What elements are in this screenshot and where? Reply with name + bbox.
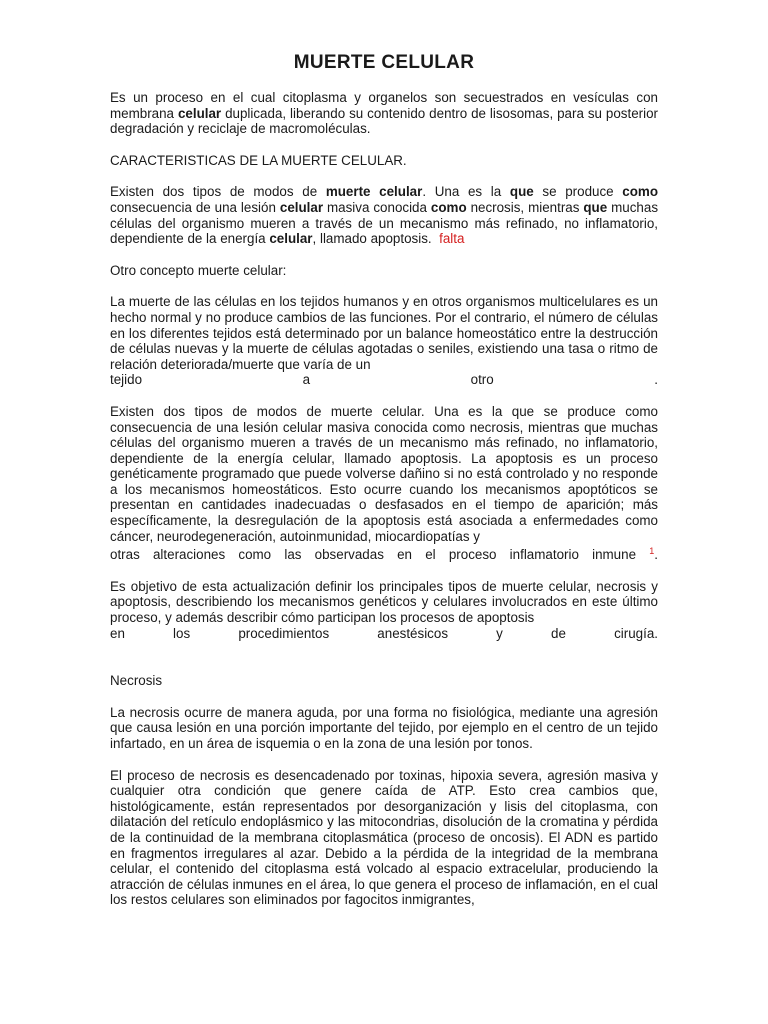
intro-paragraph [110, 90, 658, 137]
objetivo-paragraph: Es objetivo de esta actualización definir los principales tipos de muerte celular, necrosis y apoptosis, describiendo los mecanismos genéticos y celulares involucrados en este último proceso, y además describir cómo participan los procesos de apoptosis [110, 578, 658, 626]
types-text-8: , llamado apoptosis. [312, 231, 432, 247]
types-paragraph [110, 184, 658, 246]
intro-bold-celular: celular [177, 105, 222, 121]
heading-necrosis: Necrosis [110, 673, 163, 689]
types-text-5: masiva conocida [323, 199, 431, 215]
types-bold-6: que [583, 199, 608, 215]
types-text-6: necrosis, mientras [466, 199, 584, 215]
types-bold-1: muerte celular [325, 184, 423, 200]
types-text-3: se produce [533, 184, 623, 200]
falta-annotation: falta [439, 231, 465, 247]
apoptosis-paragraph-last-line [110, 544, 658, 563]
heading-otro-concepto: Otro concepto muerte celular: [110, 262, 287, 278]
heading-caracteristicas: CARACTERISTICAS DE LA MUERTE CELULAR. [110, 152, 407, 168]
intro-text-1: Es un proceso en el cual citoplasma y organelos son secuestrados en vesículas con membrana [110, 90, 658, 121]
apoptosis-end-period: . [654, 547, 658, 563]
otro-paragraph-last-line: tejido a otro . [110, 372, 658, 388]
types-text-1: Existen dos tipos de modos de [110, 184, 326, 200]
types-bold-5: como [430, 199, 467, 215]
necrosis-paragraph-2: El proceso de necrosis es desencadenado por toxinas, hipoxia severa, agresión masiva y cualquier otra condición que genere caída de ATP. Esto crea cambios que, histológicamente, están representados por desorganización y lisis del citoplasma, con dilatación del retículo endoplásmico y las mitocondrias, disolución de la cromatina y pérdida de la continuidad de la membrana citoplasmática (proceso de oncosis). El ADN es partido en fragmentos irregulares al azar. Debido a la pérdida de la integridad de la membrana celular, el contenido del citoplasma está volcado al espacio extracelular, produciendo la atracción de células inmunes en el área, lo que genera el proceso de inflamación, en el cual los restos celulares son eliminados por fagocitos inmigrantes, [110, 767, 658, 908]
types-bold-4: celular [279, 199, 324, 215]
apoptosis-paragraph: Existen dos tipos de modos de muerte celular. Una es la que se produce como consecuencia de una lesión celular masiva conocida como necrosis, mientras que muchas células del organismo mueren a través de un mecanismo más refinado, no inflamatorio, dependiente de la energía celular, llamado apoptosis. La apoptosis es un proceso genéticamente programado que puede volverse dañino si no está controlado y no responde a los mecanismos homeostáticos. Esto ocurre cuando los mecanismos apoptóticos se presentan en cantidades inadecuadas o desfasados en el tiempo de aparición; más específicamente, la desregulación de la apoptosis está asociada a enfermedades como cáncer, neurodegeneración, autoinmunidad, miocardiopatías y [110, 403, 658, 544]
necrosis-paragraph-1: La necrosis ocurre de manera aguda, por una forma no fisiológica, mediante una agresión que causa lesión en una porción importante del tejido, por ejemplo en el centro de un tejido infartado, en un área de isquemia o en la zona de una lesión por tonos. [110, 704, 658, 751]
intro-text-2: duplicada, liberando su contenido dentro de lisosomas, para su posterior degradación y reciclaje de macromoléculas. [110, 105, 659, 137]
objetivo-paragraph-last-line: en los procedimientos anestésicos y de cirugía. [110, 625, 658, 641]
types-text-7: muchas células del organismo mueren a través de un mecanismo más refinado, no inflamatorio, dependiente de la energía [110, 199, 659, 247]
reference-marker: 1 [649, 546, 655, 557]
types-bold-3: como [622, 184, 659, 200]
apoptosis-last-text: otras alteraciones como las observadas en el proceso inflamatorio inmune [110, 547, 637, 563]
document-title: MUERTE CELULAR [293, 52, 475, 73]
types-text-4: consecuencia de una lesión [110, 199, 280, 215]
types-bold-2: que [509, 184, 534, 200]
otro-paragraph: La muerte de las células en los tejidos humanos y en otros organismos multicelulares es un hecho normal y no produce cambios de las funciones. Por el contrario, el número de células en los diferentes tejidos está determinado por un balance homeostático entre la destrucción de células nuevas y la muerte de células agotadas o seniles, existiendo una tasa o ritmo de relación deteriorada/muerte que varía de un [110, 294, 658, 372]
types-text-2: . Una es la [422, 184, 510, 200]
types-bold-7: celular [269, 231, 313, 247]
